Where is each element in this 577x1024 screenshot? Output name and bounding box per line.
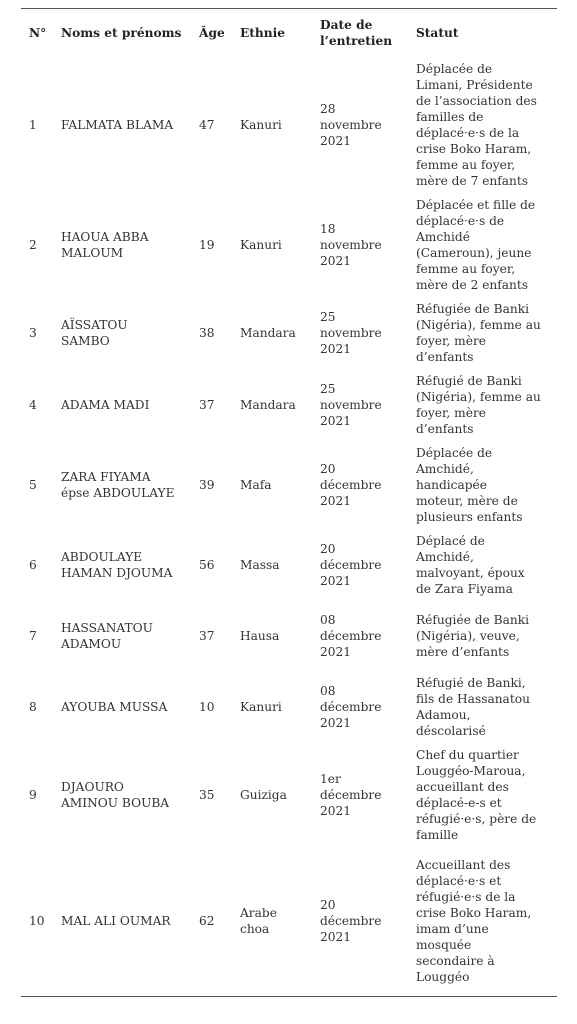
- cell-ethnie: [232, 847, 312, 996]
- cell-statut-line: foyer, mère: [416, 334, 486, 348]
- cell-name-line: ABDOULAYE: [61, 550, 143, 564]
- cell-statut-line: Accueillant des: [416, 858, 511, 873]
- cell-statut-line: Déplacée et fille de: [416, 198, 536, 212]
- table-header: [21, 9, 557, 58]
- cell-statut-line: foyer, mère: [416, 406, 486, 420]
- cell-statut-line: de l’association des: [416, 94, 537, 108]
- cell-date-line: 2021: [320, 930, 352, 945]
- table-row: [21, 601, 557, 671]
- cell-statut-line: (Nigéria), veuve,: [416, 629, 520, 643]
- interviewees-table: [21, 8, 557, 997]
- header-statut: Statut: [416, 26, 459, 40]
- cell-date-line: 2021: [320, 804, 352, 818]
- cell-statut-line: secondaire à: [416, 954, 495, 969]
- cell-name: [53, 369, 191, 441]
- cell-age: 19: [199, 238, 215, 252]
- table-row: [21, 671, 557, 743]
- cell-statut: [408, 57, 557, 193]
- cell-date-line: 2021: [320, 716, 352, 730]
- cell-name-line: SAMBO: [61, 334, 110, 348]
- cell-statut-line: moteur, mère de: [416, 494, 518, 508]
- table-row: [21, 369, 557, 441]
- cell-ethnie: [232, 529, 312, 601]
- cell-date: [312, 601, 408, 671]
- cell-name: [53, 57, 191, 193]
- cell-date: [312, 57, 408, 193]
- cell-statut-line: de Zara Fiyama: [416, 582, 513, 596]
- cell-statut-line: handicapée: [416, 478, 487, 492]
- cell-statut-line: crise Boko Haram,: [416, 906, 532, 921]
- cell-statut-line: (Nigéria), femme au: [416, 390, 541, 404]
- cell-statut: [408, 743, 557, 847]
- cell-statut: [408, 297, 557, 369]
- header-name: Noms et prénoms: [61, 26, 182, 40]
- cell-age: 37: [199, 398, 215, 412]
- cell-ethnie-line: Kanuri: [240, 700, 282, 714]
- cell-statut-line: déplacé·e·s de la: [416, 126, 520, 140]
- cell-age: 62: [199, 914, 215, 929]
- cell-statut-line: familles de: [416, 110, 484, 124]
- cell-name: [53, 847, 191, 996]
- cell-statut-line: Réfugié de Banki,: [416, 676, 526, 690]
- cell-statut-line: Amchidé,: [416, 550, 474, 564]
- cell-ethnie: [232, 369, 312, 441]
- cell-date-line: novembre: [320, 398, 382, 412]
- cell-statut-line: crise Boko Haram,: [416, 142, 532, 156]
- cell-date: [312, 743, 408, 847]
- cell-date-line: décembre: [320, 478, 382, 492]
- cell-date: [312, 671, 408, 743]
- cell-num: 9: [29, 788, 37, 802]
- cell-age: 56: [199, 558, 215, 572]
- cell-statut: [408, 847, 557, 996]
- table-row: [21, 441, 557, 529]
- cell-name: [53, 441, 191, 529]
- cell-ethnie-line: Arabe: [240, 906, 277, 921]
- cell-statut: [408, 671, 557, 743]
- cell-age: 35: [199, 788, 215, 802]
- cell-name: [53, 297, 191, 369]
- cell-name-line: MALOUM: [61, 246, 124, 260]
- cell-ethnie-line: Kanuri: [240, 118, 282, 132]
- cell-statut-line: mosquée: [416, 938, 472, 953]
- cell-num: 7: [29, 629, 37, 643]
- cell-name-line: HAOUA ABBA: [61, 230, 149, 244]
- cell-statut-line: mère d’enfants: [416, 645, 510, 659]
- cell-name: [53, 601, 191, 671]
- cell-name-line: ADAMOU: [61, 637, 122, 651]
- cell-date-line: 1er: [320, 772, 341, 786]
- cell-date-line: novembre: [320, 326, 382, 340]
- cell-statut: [408, 369, 557, 441]
- cell-statut-line: Louggéo-Maroua,: [416, 764, 526, 778]
- cell-age: 38: [199, 326, 215, 340]
- cell-ethnie-line: Hausa: [240, 629, 280, 643]
- cell-statut-line: femme au foyer,: [416, 158, 516, 172]
- header-row: [21, 9, 557, 58]
- cell-name-line: ADAMA MADI: [61, 398, 150, 412]
- cell-num: 1: [29, 118, 37, 132]
- cell-date: [312, 193, 408, 297]
- cell-date-line: décembre: [320, 788, 382, 802]
- cell-date-line: décembre: [320, 558, 382, 572]
- cell-statut-line: Limani, Présidente: [416, 78, 533, 92]
- table-row: [21, 193, 557, 297]
- header-date: [312, 9, 408, 58]
- cell-statut-line: Amchidé: [416, 230, 470, 244]
- cell-age: 47: [199, 118, 215, 132]
- cell-statut-line: Chef du quartier: [416, 748, 519, 762]
- cell-date-line: décembre: [320, 629, 382, 643]
- cell-statut-line: Déplacé de: [416, 534, 485, 548]
- cell-name: [53, 193, 191, 297]
- cell-statut-line: Déplacée de: [416, 446, 493, 460]
- cell-statut-line: (Nigéria), femme au: [416, 318, 541, 332]
- cell-date-line: décembre: [320, 700, 382, 714]
- table-row: [21, 743, 557, 847]
- cell-name-line: DJAOURO: [61, 780, 124, 794]
- cell-name-line: HAMAN DJOUMA: [61, 566, 173, 580]
- cell-statut-line: (Cameroun), jeune: [416, 246, 532, 260]
- cell-num: 10: [29, 914, 45, 929]
- cell-date: [312, 847, 408, 996]
- table-body: [21, 57, 557, 996]
- cell-num: 2: [29, 238, 37, 252]
- header-date-line1: Date de: [320, 18, 373, 32]
- cell-ethnie-line: Mafa: [240, 478, 272, 492]
- cell-name-line: AMINOU BOUBA: [61, 796, 170, 810]
- cell-ethnie: [232, 601, 312, 671]
- cell-name: [53, 671, 191, 743]
- cell-statut-line: Réfugiée de Banki: [416, 613, 529, 627]
- cell-statut-line: accueillant des: [416, 780, 509, 794]
- cell-statut: [408, 601, 557, 671]
- cell-date-line: décembre: [320, 914, 382, 929]
- cell-ethnie: [232, 297, 312, 369]
- cell-name: [53, 529, 191, 601]
- cell-num: 6: [29, 558, 37, 572]
- table-row: [21, 847, 557, 996]
- cell-ethnie-line: Massa: [240, 558, 280, 572]
- cell-statut-line: mère de 7 enfants: [416, 174, 529, 188]
- cell-statut: [408, 529, 557, 601]
- cell-num: 8: [29, 700, 37, 714]
- cell-num: 4: [29, 398, 37, 412]
- cell-statut-line: Louggéo: [416, 970, 470, 985]
- cell-age: 10: [199, 700, 215, 714]
- cell-ethnie: [232, 193, 312, 297]
- cell-statut-line: d’enfants: [416, 350, 474, 364]
- cell-ethnie: [232, 671, 312, 743]
- cell-ethnie-line: Mandara: [240, 326, 296, 340]
- cell-date-line: 2021: [320, 494, 352, 508]
- cell-statut-line: plusieurs enfants: [416, 510, 523, 524]
- cell-name-line: épse ABDOULAYE: [61, 486, 175, 500]
- cell-name-line: HASSANATOU: [61, 621, 153, 635]
- cell-date-line: 08: [320, 613, 336, 627]
- cell-ethnie-line: Guiziga: [240, 788, 287, 802]
- table-row: [21, 297, 557, 369]
- cell-statut-line: femme au foyer,: [416, 262, 516, 276]
- cell-num: 3: [29, 326, 37, 340]
- cell-date-line: 25: [320, 310, 336, 324]
- cell-statut-line: déplacé·e·s de: [416, 214, 505, 228]
- cell-statut-line: déplacé-e-s et: [416, 796, 502, 810]
- cell-statut-line: réfugié·e·s de la: [416, 890, 516, 905]
- cell-date-line: 08: [320, 684, 336, 698]
- table-row: [21, 57, 557, 193]
- cell-num: 5: [29, 478, 37, 492]
- header-ethnie: Ethnie: [240, 26, 286, 40]
- cell-ethnie-line: choa: [240, 922, 270, 937]
- header-age: Âge: [199, 26, 225, 40]
- cell-statut: [408, 441, 557, 529]
- cell-date-line: novembre: [320, 118, 382, 132]
- cell-statut-line: déscolarisé: [416, 724, 486, 738]
- cell-statut-line: déplacé·e·s et: [416, 874, 502, 889]
- cell-date: [312, 529, 408, 601]
- cell-date-line: 20: [320, 462, 336, 476]
- cell-date-line: 20: [320, 542, 336, 556]
- cell-name-line: AÏSSATOU: [61, 318, 128, 332]
- cell-date-line: 20: [320, 898, 336, 913]
- cell-statut-line: famille: [416, 828, 459, 842]
- cell-name-line: MAL ALI OUMAR: [61, 914, 171, 929]
- cell-ethnie-line: Kanuri: [240, 238, 282, 252]
- cell-date: [312, 441, 408, 529]
- cell-statut-line: Réfugiée de Banki: [416, 302, 529, 316]
- cell-name-line: ZARA FIYAMA: [61, 470, 151, 484]
- cell-date: [312, 297, 408, 369]
- cell-ethnie: [232, 441, 312, 529]
- table-row: [21, 529, 557, 601]
- cell-statut-line: mère de 2 enfants: [416, 278, 529, 292]
- cell-date-line: 18: [320, 222, 336, 236]
- cell-ethnie-line: Mandara: [240, 398, 296, 412]
- cell-statut: [408, 193, 557, 297]
- cell-date-line: 2021: [320, 254, 352, 268]
- cell-date-line: novembre: [320, 238, 382, 252]
- cell-statut-line: Adamou,: [416, 708, 471, 722]
- cell-date-line: 2021: [320, 645, 352, 659]
- cell-statut-line: Déplacée de: [416, 62, 493, 76]
- cell-date-line: 2021: [320, 134, 352, 148]
- cell-age: 37: [199, 629, 215, 643]
- cell-statut-line: d’enfants: [416, 422, 474, 436]
- header-num: N°: [29, 26, 47, 40]
- cell-date-line: 2021: [320, 574, 352, 588]
- cell-date: [312, 369, 408, 441]
- cell-name: [53, 743, 191, 847]
- cell-age: 39: [199, 478, 215, 492]
- header-date-line2: l’entretien: [320, 34, 393, 48]
- cell-name-line: FALMATA BLAMA: [61, 118, 174, 132]
- cell-statut-line: Réfugié de Banki: [416, 374, 522, 388]
- cell-date-line: 28: [320, 102, 336, 116]
- cell-statut-line: imam d’une: [416, 922, 489, 937]
- cell-statut-line: Amchidé,: [416, 462, 474, 476]
- cell-ethnie: [232, 57, 312, 193]
- cell-statut-line: réfugié·e·s, père de: [416, 812, 537, 826]
- cell-statut-line: fils de Hassanatou: [416, 692, 530, 706]
- cell-ethnie: [232, 743, 312, 847]
- cell-statut-line: malvoyant, époux: [416, 566, 525, 580]
- cell-name-line: AYOUBA MUSSA: [61, 700, 168, 714]
- cell-date-line: 2021: [320, 414, 352, 428]
- cell-date-line: 25: [320, 382, 336, 396]
- cell-date-line: 2021: [320, 342, 352, 356]
